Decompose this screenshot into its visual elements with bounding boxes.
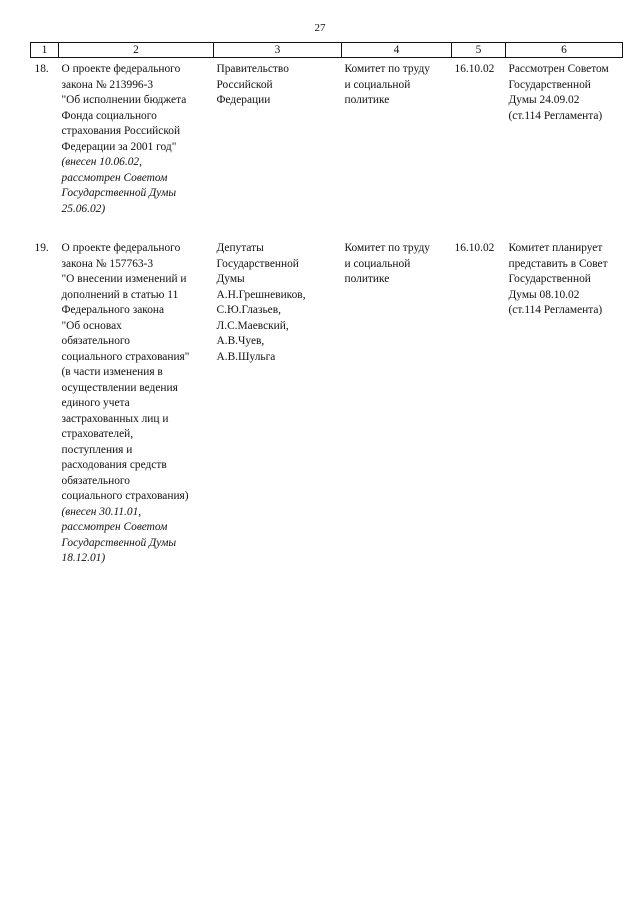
committee-line: политике [344,94,390,106]
bill-title-line: "О внесении изменений и [61,273,187,285]
status-line: Рассмотрен Советом [508,63,609,75]
table-row [31,237,623,567]
initiator-line: Депутаты [216,242,264,254]
initiator-line: А.Н.Грешневиков, [216,288,306,301]
bill-title-line: застрахованных лиц и [61,412,169,425]
bill-title-line: "Об исполнении бюджета [61,94,187,106]
header-col-2: 2 [59,43,214,58]
header-col-3: 3 [214,43,342,58]
bill-title-line: (в части изменения в [61,366,163,378]
initiator-line: Государственной [216,257,299,270]
status-line: представить в Совет [508,257,608,270]
status-line: (ст.114 Регламента) [508,304,603,316]
bill-title-line: осуществлении ведения [61,381,178,394]
initiator-line: Российской [216,78,273,91]
bill-title-line: социального страхования) [61,490,189,502]
bill-title-line: закона № 157763-3 [61,257,154,270]
row-number: 18. [34,63,49,75]
table-row [31,58,623,238]
bill-description-cell [59,237,214,567]
bill-title-line: Федерального закона [61,304,165,316]
bill-title-line: закона № 213996-3 [61,78,154,91]
bill-title-line: "Об основах [61,319,122,332]
bill-title-line: социального страхования" [61,350,190,363]
bill-title-line: расходования средств [61,459,167,471]
header-col-4: 4 [342,43,452,58]
bill-title-line: обязательного [61,335,130,347]
bill-title-line: О проекте федерального [61,63,181,75]
bill-note-line: Государственной Думы [61,536,177,549]
initiator-line: А.В.Чуев, [216,335,265,347]
header-col-1: 1 [31,43,59,58]
bill-title-line: дополнений в статью 11 [61,288,179,301]
status-line: Думы 24.09.02 [508,94,580,106]
header-col-6: 6 [506,43,623,58]
status-line: Думы 08.10.02 [508,288,580,301]
committee-cell [342,58,452,238]
status-cell [506,237,623,567]
initiator-line: Л.С.Маевский, [216,319,289,332]
bill-note-line: 18.12.01) [61,552,106,564]
bill-note-line: рассмотрен Советом [61,521,168,533]
status-line: (ст.114 Регламента) [508,109,603,122]
date-cell: 16.10.02 [454,242,495,254]
bill-title-line: обязательного [61,474,130,487]
committee-cell [342,237,452,567]
bill-note-line: рассмотрен Советом [61,171,168,184]
initiator-line: А.В.Шульга [216,350,276,363]
bills-table [30,42,623,567]
bill-note-line: (внесен 30.11.01, [61,505,142,518]
header-row [31,43,623,58]
page-number: 27 [314,22,326,34]
bill-title-line: Фонда социального [61,109,157,122]
header-col-5: 5 [452,43,506,58]
status-line: Комитет планирует [508,242,603,254]
date-cell: 16.10.02 [454,63,495,75]
committee-line: Комитет по труду [344,242,430,254]
status-cell [506,58,623,238]
status-line: Государственной [508,273,591,285]
bill-note-line: 25.06.02) [61,202,106,215]
bill-description-cell [59,58,214,238]
bill-title-line: единого учета [61,397,130,409]
bill-title-line: Федерации за 2001 год" [61,140,177,153]
bill-title-line: страхователей, [61,428,134,440]
committee-line: и социальной [344,78,411,91]
bill-note-line: Государственной Думы [61,187,177,199]
bill-title-line: О проекте федерального [61,242,181,254]
bill-note-line: (внесен 10.06.02, [61,156,142,168]
initiator-cell [214,58,342,238]
initiator-line: Федерации [216,94,271,106]
initiator-line: Думы [216,273,245,285]
initiator-line: Правительство [216,63,289,75]
status-line: Государственной [508,78,591,91]
row-number: 19. [34,242,49,254]
committee-line: политике [344,273,390,285]
committee-line: Комитет по труду [344,63,430,75]
initiator-line: С.Ю.Глазьев, [216,304,281,316]
bill-title-line: страхования Российской [61,125,181,137]
initiator-cell [214,237,342,567]
committee-line: и социальной [344,257,411,270]
bill-title-line: поступления и [61,443,133,456]
